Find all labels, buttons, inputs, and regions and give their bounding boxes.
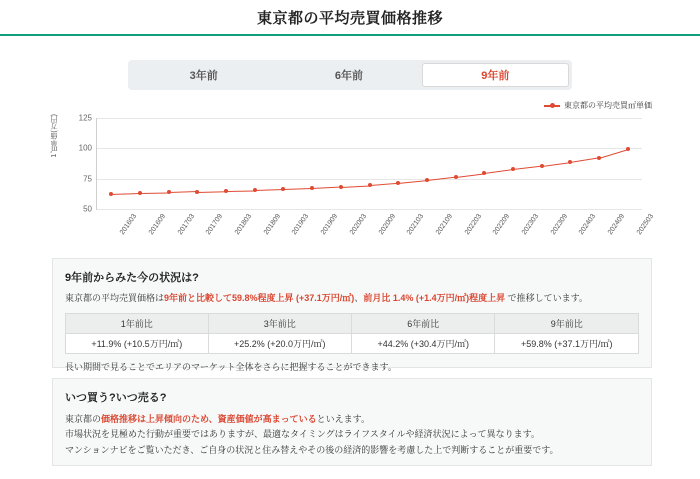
tab-3-years-ago[interactable]: 3年前 [189,70,218,82]
chart-line-segment [255,189,284,191]
x-tick-label: 201603 [119,213,139,237]
comparison-table [65,313,639,354]
chart-data-point[interactable] [425,178,429,182]
chart-line-segment [283,188,312,190]
chart-data-point[interactable] [368,183,372,187]
advice-prefix: 東京都の [65,414,102,424]
x-tick-label: 202209 [492,213,512,237]
chart-data-point[interactable] [396,181,400,185]
advice-line-2: 市場状況を見極めた行動が重要ではありますが、最適なタイミングはライフスタイルや経済状況によって異なります。 [65,429,540,440]
chart-plot-area [78,113,655,237]
chart-line-segment [369,183,398,187]
situation-question: 9年前からみた今の状況は? [65,272,199,284]
chart-line-segment [455,173,484,178]
cell-3y: +25.2% (+20.0万円/㎡) [208,333,351,353]
y-axis-title: 1㎡単価(万円) [51,114,58,158]
summary-mid: 、 [354,293,364,303]
x-tick-label: 201703 [176,213,196,237]
x-tick-label: 202503 [635,213,655,237]
summary-highlight-1: 9年前と比較して59.8%程度上昇 (+37.1万円/㎡) [164,293,355,303]
x-tick-label: 202403 [578,213,598,237]
chart-line-segment [570,158,599,164]
advice-panel [52,378,652,466]
cell-9y: +59.8% (+37.1万円/㎡) [495,333,639,353]
x-tick-label: 202309 [549,213,569,237]
chart-data-point[interactable] [454,175,458,179]
advice-highlight: 価格推移は上昇傾向のため、資産価値が高まっている [101,414,317,424]
advice-question: いつ買う?いつ売る? [65,392,167,404]
x-tick-label: 202203 [463,213,483,237]
chart-line-segment [484,169,513,174]
summary-highlight-2: 前月比 1.4% (+1.4万円/㎡)程度上昇 [363,293,506,303]
chart-data-point[interactable] [281,187,285,191]
chart-line-segment [513,166,542,171]
chart-data-point[interactable] [540,164,544,168]
advice-line-3: マンションナビをご覧いただき、ご自身の状況と住み替えやその後の経済的影響を考慮した上で判断することが重要です。 [65,444,559,455]
y-tick-label: 100 [78,143,92,153]
page-title: 東京都の平均売買価格推移 [256,9,443,27]
chart-data-point[interactable] [253,188,257,192]
summary-prefix: 東京都の平均売買価格は [65,293,165,303]
x-tick-label: 202103 [406,213,426,237]
col-header-3y: 3年前比 [208,313,351,333]
x-tick-label: 202303 [520,213,540,237]
chart-data-point[interactable] [310,186,314,190]
legend-line-icon [544,105,560,107]
chart-data-point[interactable] [482,171,486,175]
chart-data-point[interactable] [109,192,113,196]
chart-data-point[interactable] [626,147,630,151]
chart-data-point[interactable] [224,189,228,193]
cell-6y: +44.2% (+30.4万円/㎡) [351,333,494,353]
chart-legend [544,100,652,111]
summary-suffix: で推移しています。 [505,293,588,303]
chart-data-point[interactable] [138,191,142,195]
chart-line-segment [226,190,255,192]
chart-data-point[interactable] [511,167,515,171]
tab-6-years-ago[interactable]: 6年前 [334,70,364,82]
grid-line [97,179,642,180]
chart-line-segment [140,192,169,194]
x-tick-label: 201709 [205,213,225,237]
legend-label: 東京都の平均売買㎡単価 [564,101,652,110]
x-tick-label: 201903 [291,213,311,237]
y-tick-label: 75 [83,174,92,184]
situation-summary [65,292,639,306]
advice-line-1 [65,412,639,427]
chart-line-segment [169,192,198,194]
table-row [66,333,639,353]
chart-line-segment [542,162,571,167]
advice-suffix: といえます。 [316,414,370,424]
chart-data-point[interactable] [339,185,343,189]
col-header-6y: 6年前比 [351,313,494,333]
chart-line-segment [312,187,341,190]
col-header-9y: 9年前比 [495,313,639,333]
price-trend-chart [51,100,655,248]
y-tick-label: 50 [83,204,92,214]
chart-data-point[interactable] [568,160,572,164]
grid-line [97,118,642,119]
grid-line [97,209,642,210]
x-tick-label: 202009 [377,213,397,237]
x-tick-label: 201609 [147,213,168,237]
x-tick-label: 202109 [434,213,454,237]
col-header-1y: 1年前比 [66,313,209,333]
tab-9-years-ago[interactable]: 9年前 [422,63,569,87]
chart-data-point[interactable] [167,190,171,194]
period-tab-bar [128,60,572,90]
x-tick-label: 202003 [348,213,368,237]
page-header [0,0,700,36]
grid-line [97,148,642,149]
situation-panel [52,258,652,372]
chart-data-point[interactable] [597,156,601,160]
table-header-row [66,313,639,333]
cell-1y: +11.9% (+10.5万円/㎡) [66,333,209,353]
x-tick-label: 201803 [234,213,254,237]
x-tick-label: 202409 [606,213,627,237]
chart-line-segment [398,180,427,184]
chart-line-segment [197,191,226,193]
x-tick-label: 201809 [262,213,282,237]
chart-data-point[interactable] [195,190,199,194]
chart-line-segment [111,193,140,195]
chart-line-segment [341,185,370,188]
y-tick-label: 125 [78,113,92,123]
chart-line-segment [599,149,628,159]
situation-note: 長い期間で見ることでエリアのマーケット全体をさらに把握することができます。 [65,361,397,372]
x-tick-label: 201909 [320,213,340,237]
